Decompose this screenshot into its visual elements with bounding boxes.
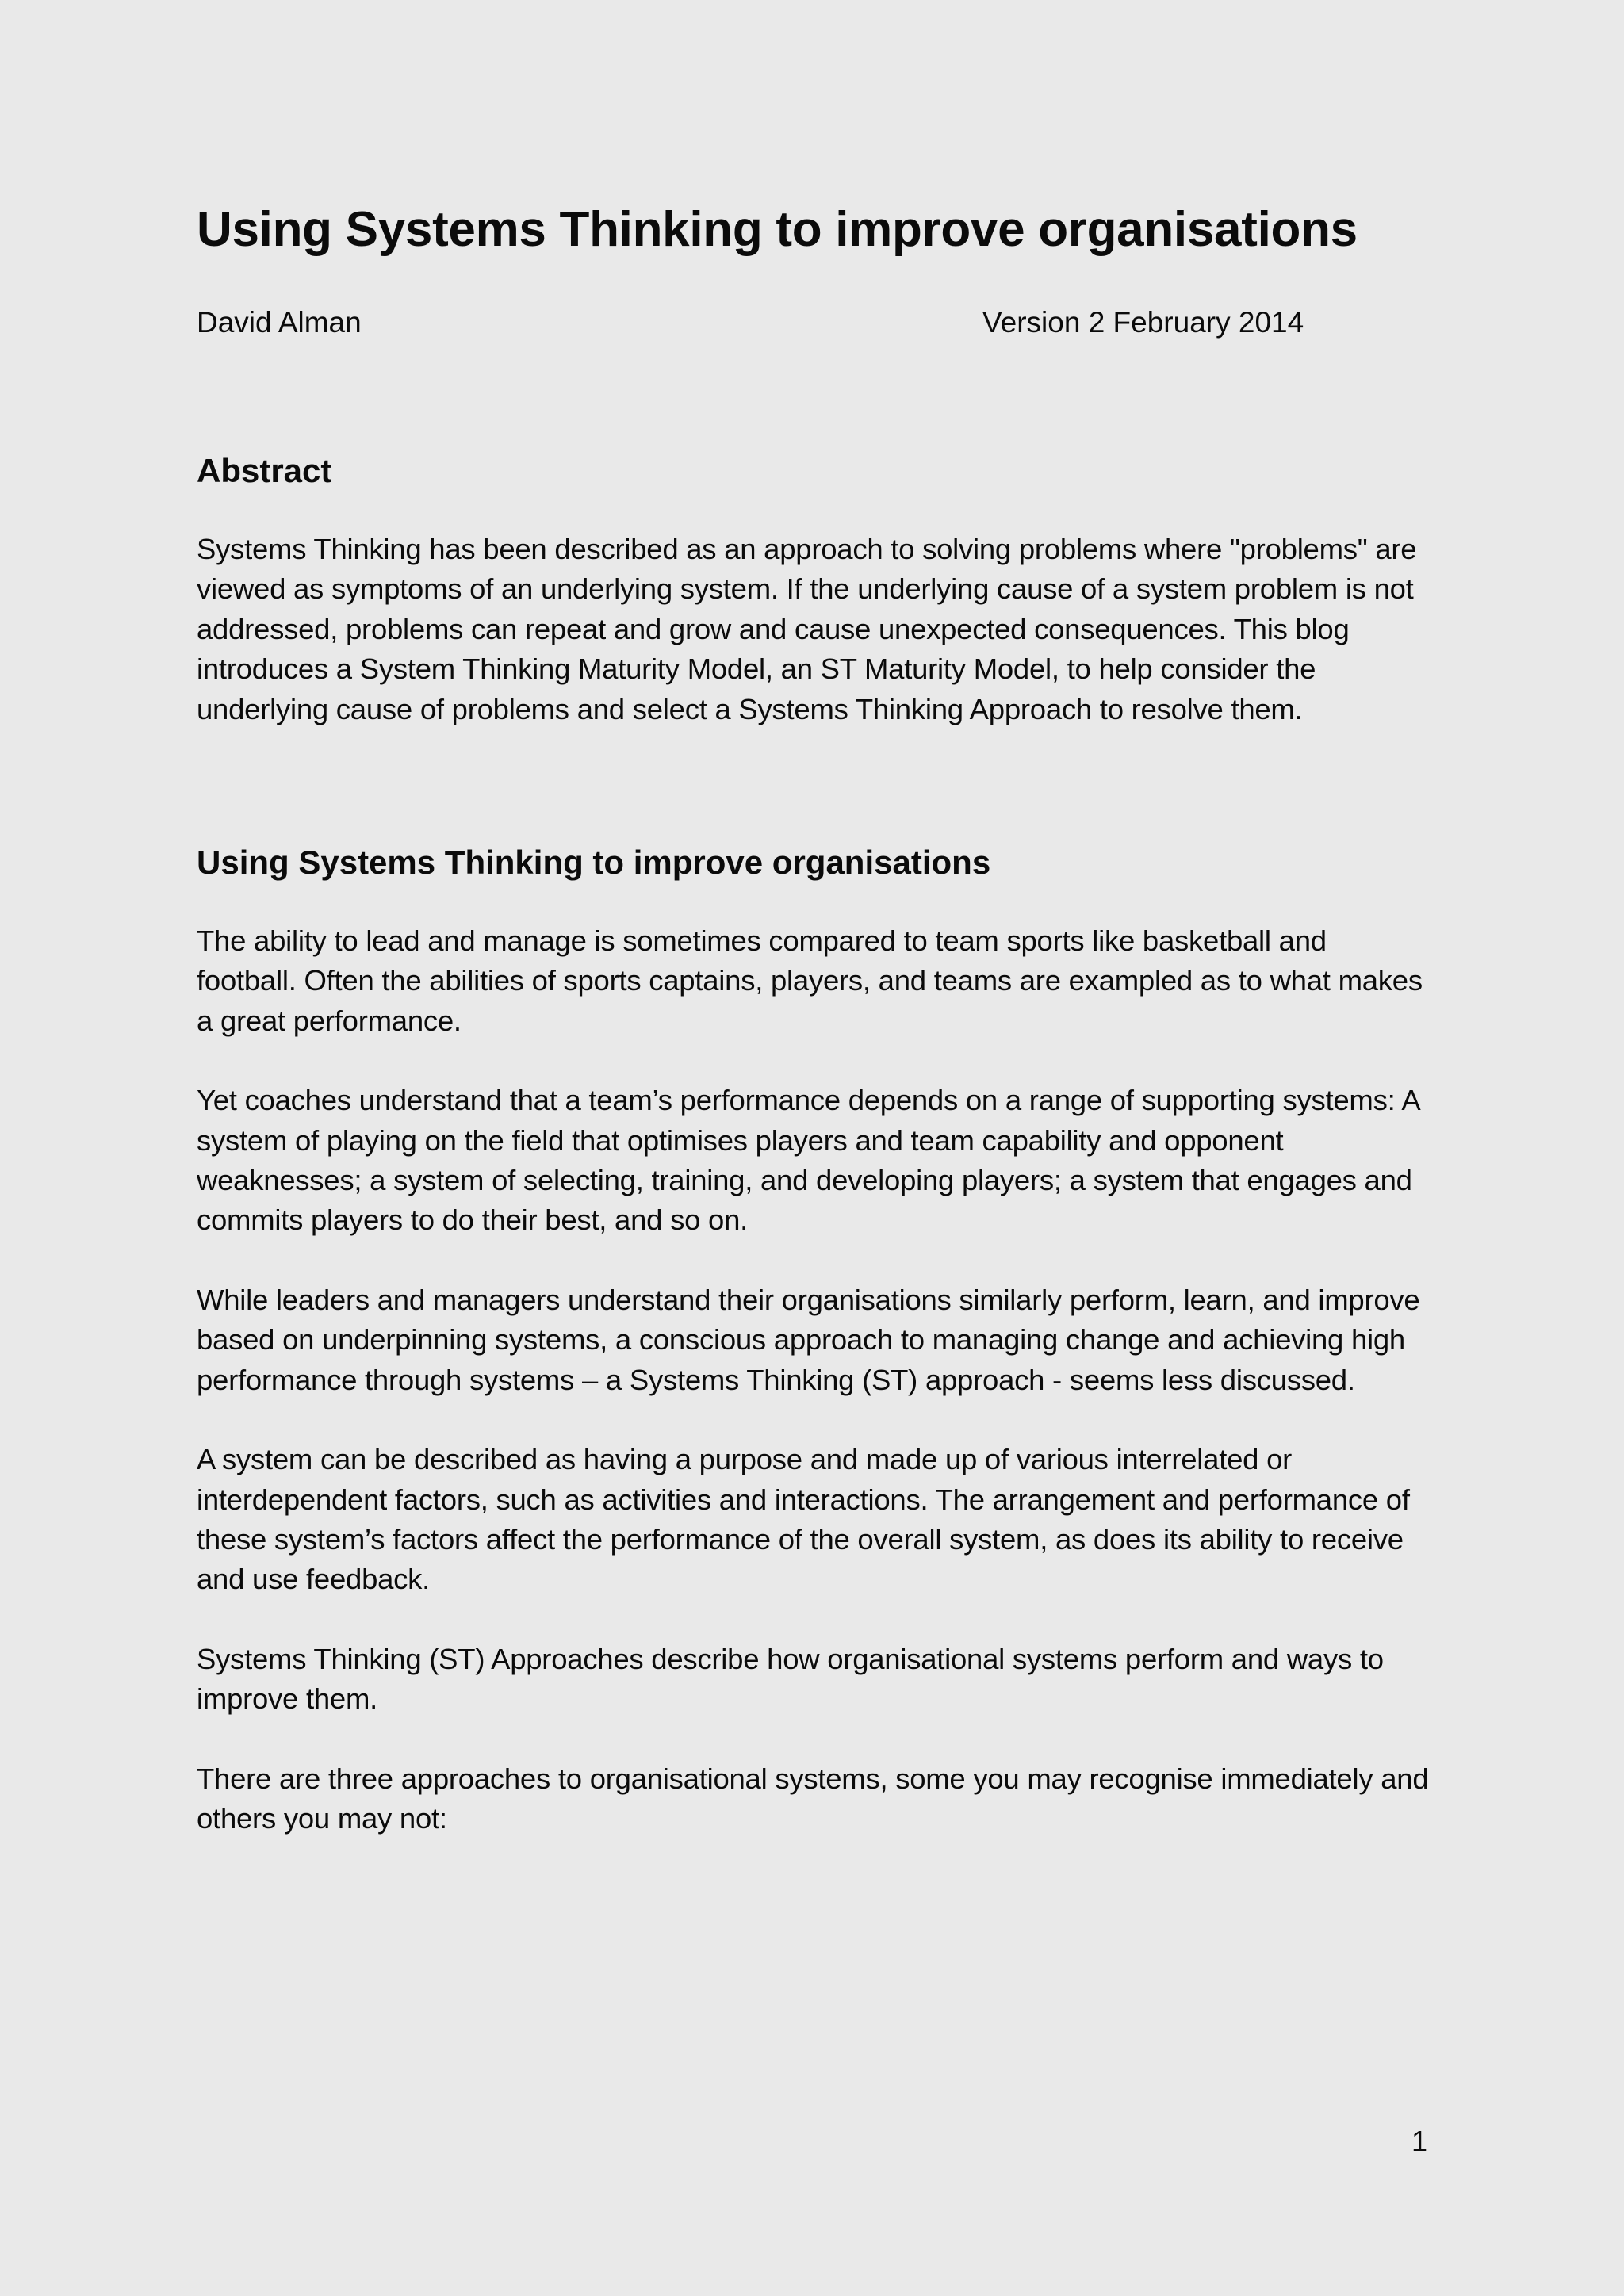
body-paragraph-2: Yet coaches understand that a team’s performance depends on a range of supporting systems: A system of playing on the field that optimises players and team capability and opponent weaknesses; a system of selecting, training, and developing players; a system that engages and commits players to do their best, and so on.	[197, 1084, 1419, 1237]
body-paragraph-1: The ability to lead and manage is sometimes compared to team sports like basketball and football. Often the abilities of sports captains, players, and teams are exampled as to what makes a great performance.	[197, 924, 1423, 1037]
body-paragraph-3: While leaders and managers understand their organisations similarly perform, learn, and improve based on underpinning systems, a conscious approach to managing change and achieving high performance through systems – a Systems Thinking (ST) approach - seems less discussed.	[197, 1283, 1420, 1396]
page-number: 1	[1411, 2125, 1428, 2157]
author-name: David Alman	[197, 306, 362, 339]
section-heading: Using Systems Thinking to improve organisations	[197, 844, 991, 882]
body-paragraph-5: Systems Thinking (ST) Approaches describe how organisational systems perform and ways to improve them.	[197, 1642, 1384, 1716]
document-title: Using Systems Thinking to improve organisations	[197, 202, 1358, 257]
body-paragraph-4: A system can be described as having a purpose and made up of various interrelated or interdependent factors, such as activities and interactions. The arrangement and performance of these system’s factors affect the performance of the overall system, as does its ability to receive and use feedback.	[197, 1443, 1410, 1596]
version-date: Version 2 February 2014	[982, 306, 1304, 339]
abstract-heading: Abstract	[197, 452, 332, 489]
page-content	[197, 198, 1434, 1839]
abstract-paragraph: Systems Thinking has been described as an approach to solving problems where "problems" are viewed as symptoms of an underlying system. If the underlying cause of a system problem is not addressed, problems can repeat and grow and cause unexpected consequences. This blog introduces a System Thinking Maturity Model, an ST Maturity Model, to help consider the underlying cause of problems and select a Systems Thinking Approach to resolve them.	[197, 533, 1417, 725]
body-paragraph-6: There are three approaches to organisational systems, some you may recognise immediately and others you may not:	[197, 1762, 1429, 1835]
document-meta	[197, 303, 1434, 342]
